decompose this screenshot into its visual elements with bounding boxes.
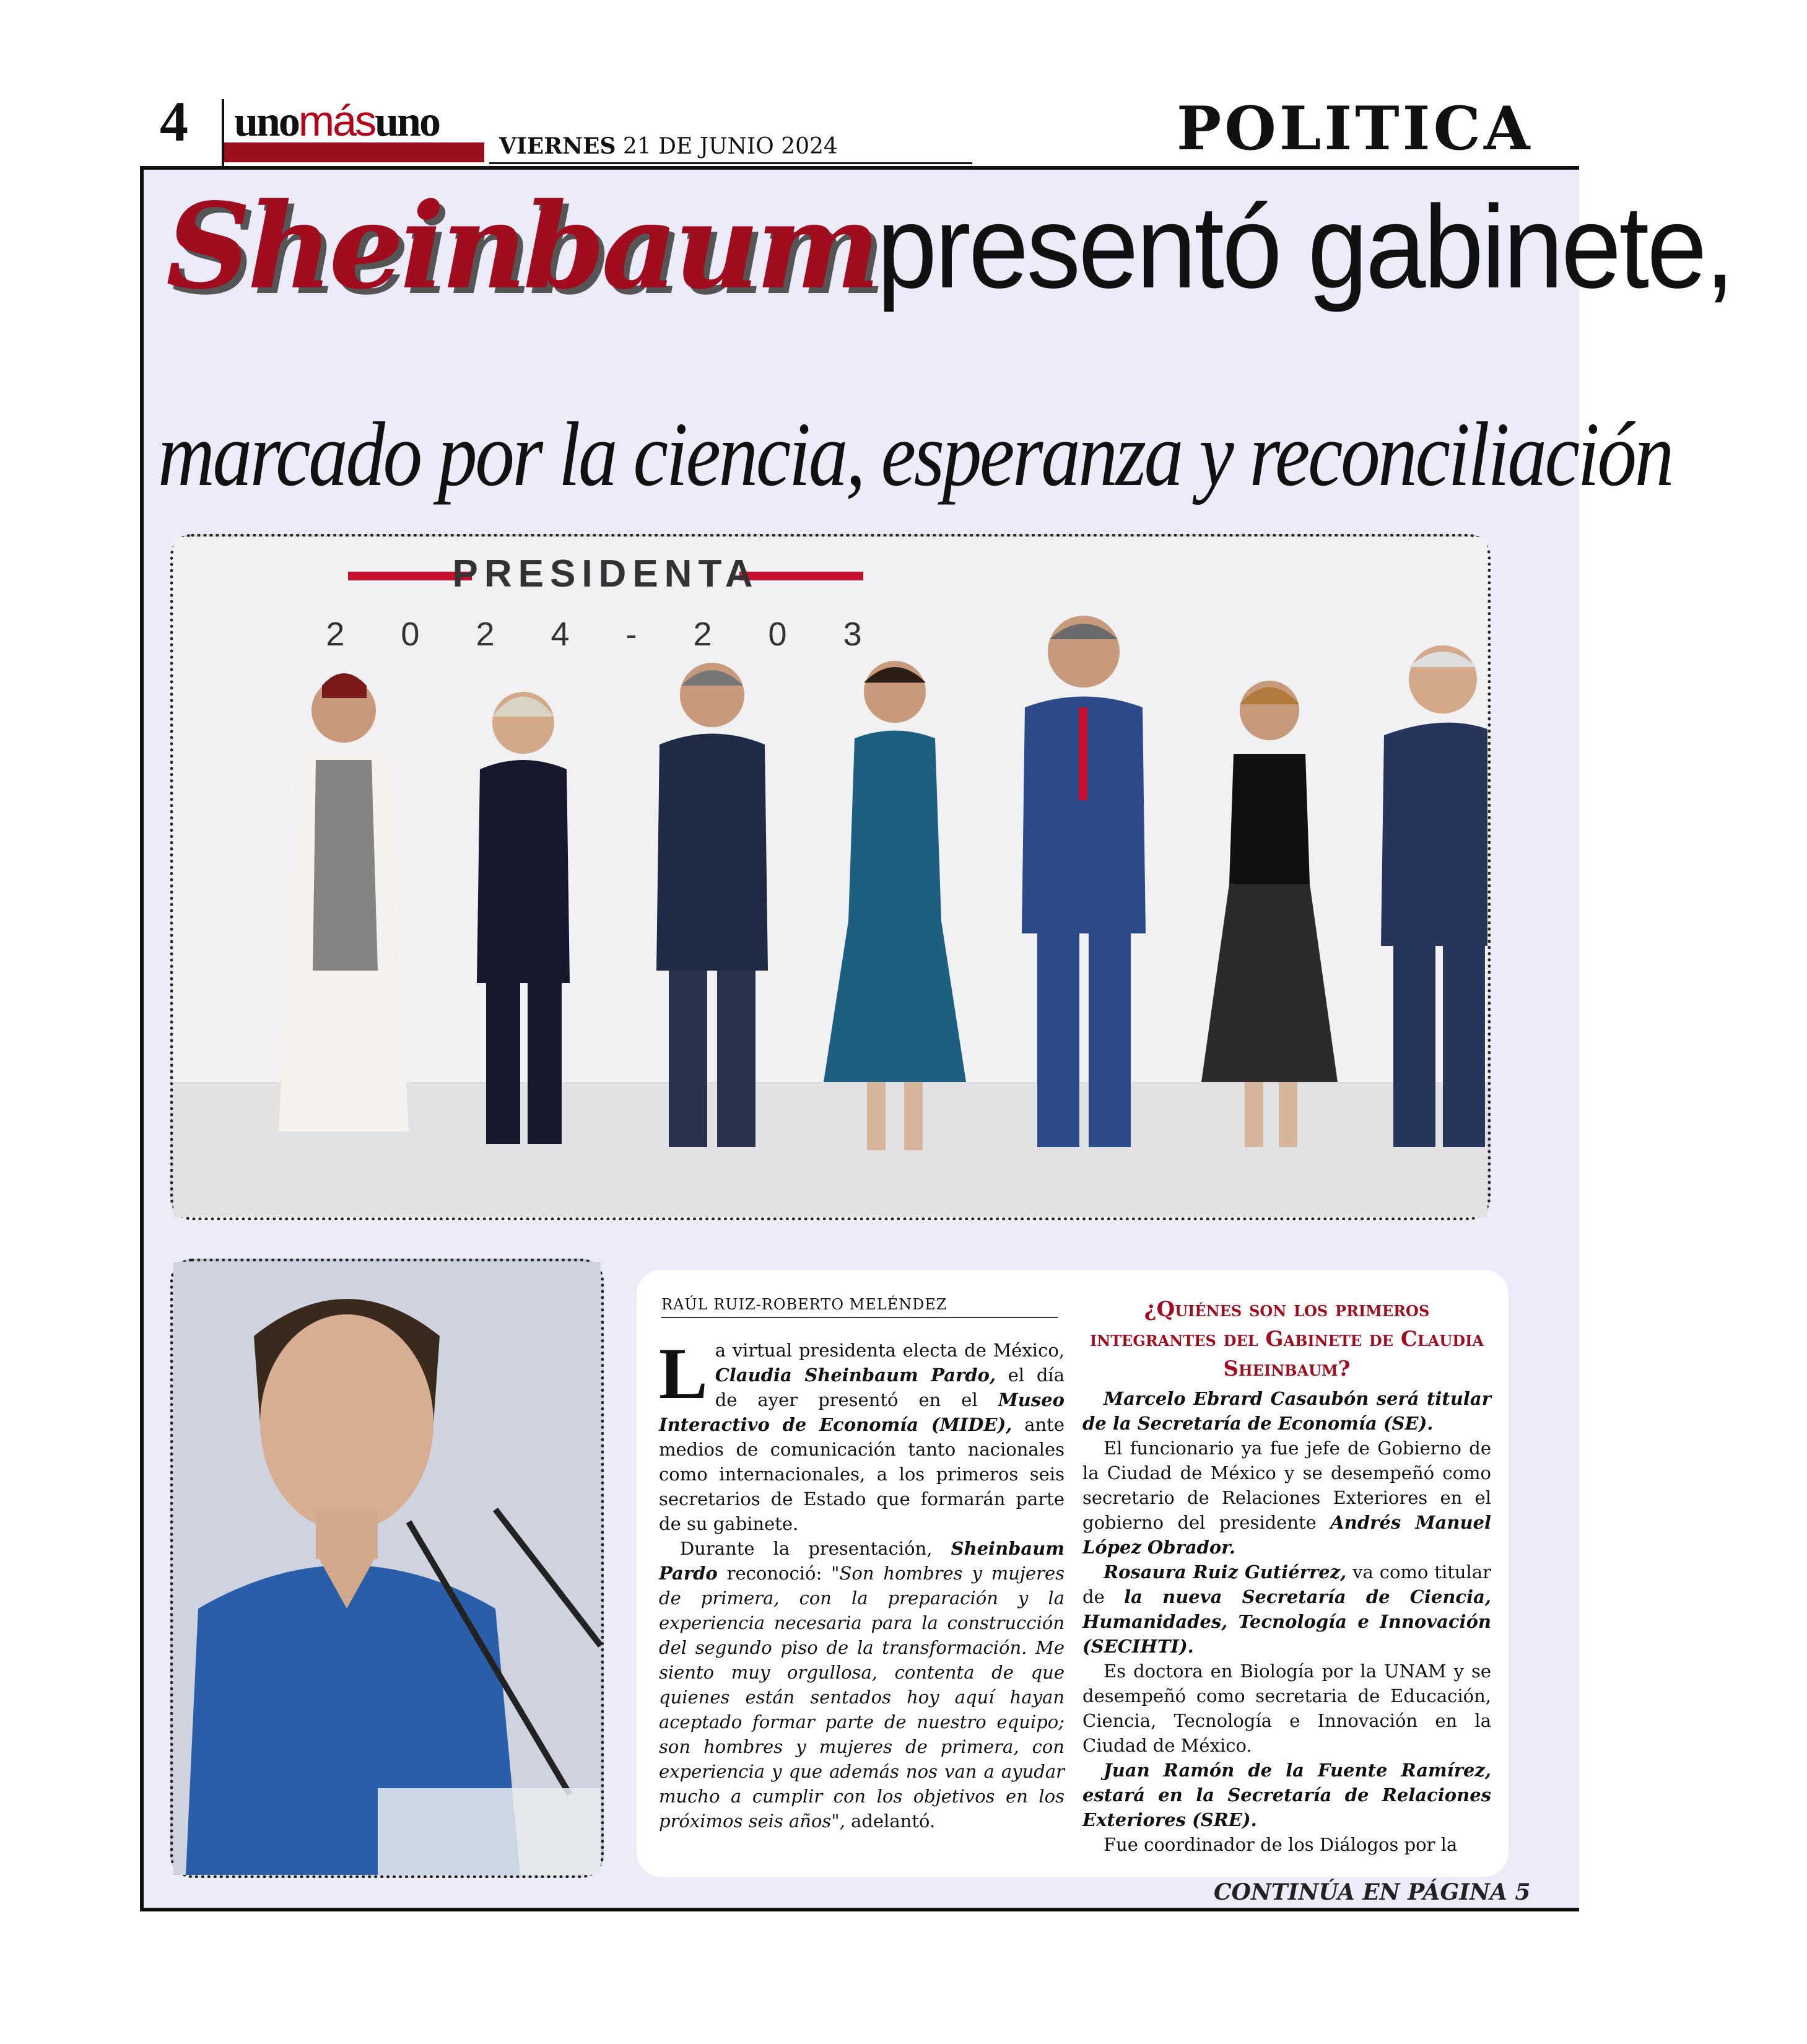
- article-column-1: [659, 1333, 1065, 1833]
- date-rule: [489, 162, 972, 164]
- p1-text-a: a virtual presidenta electa de México,: [715, 1340, 1065, 1361]
- sidebar-para-6: Fue coordinador de los Diálogos por la: [1104, 1834, 1458, 1855]
- issue-date-rest: 21 DE JUNIO 2024: [616, 134, 838, 159]
- headline-rest: presentó gabinete,: [876, 181, 1733, 313]
- p2-text-b: Sheinbaum Pardo: [659, 1538, 1065, 1584]
- issue-day: VIERNES: [499, 133, 616, 159]
- p2-text-d: "Son hombres y mujeres de primera, con la preparación y la experiencia necesaria para la construcción del segundo piso de la transformación. Me siento muy orgullosa, contenta de que quienes están sentados hoy aquí hayan aceptado formar parte de nuestro equipo; son hombres y mujeres de primera, con experiencia y que además nos van a ayudar mucho a cumplir con los objetivos en los próximos seis años",: [659, 1563, 1065, 1832]
- s3-text-b: va como titular de: [1082, 1561, 1491, 1607]
- sidebar-para-2: [1082, 1436, 1491, 1560]
- banner-years: 2 0 2 4 - 2 0 3: [326, 616, 886, 653]
- cabinet-group-photo: [170, 534, 1491, 1220]
- headline-line-2: marcado por la ciencia, esperanza y reconciliación: [158, 404, 1672, 505]
- p2-text-a: Durante la presentación,: [680, 1538, 951, 1559]
- newspaper-logo: [234, 99, 439, 144]
- issue-date: [499, 135, 838, 158]
- article-paragraph-1: [659, 1333, 1065, 1536]
- p1-text-b: Claudia Sheinbaum Pardo,: [715, 1365, 996, 1386]
- headline-name: Sheinbaum: [166, 177, 877, 315]
- s2-text-b: Andrés Manuel López Obrador.: [1082, 1512, 1491, 1558]
- drop-cap: L: [659, 1333, 708, 1414]
- page-number: 4: [160, 90, 188, 153]
- sidebar-para-4: Es doctora en Biología por la UNAM y se desempeñó como secretaria de Educación, Ciencia, Tecnología e Innovación en la Ciudad de México.: [1082, 1661, 1491, 1756]
- headline-line-1: [166, 177, 1733, 315]
- byline: RAÚL RUIZ-ROBERTO MELÉNDEZ: [661, 1296, 1058, 1318]
- p1-text-e: ante medios de comunicación tanto nacionales como internacionales, a los primeros seis secretarios de Estado que formarán parte de su gabinete.: [659, 1414, 1065, 1534]
- continue-on-page-link[interactable]: CONTINÚA EN PÁGINA 5: [1214, 1879, 1531, 1905]
- sheinbaum-portrait-photo: [170, 1259, 604, 1878]
- logo-mas: más: [298, 97, 375, 145]
- sidebar-column: [1082, 1295, 1491, 1857]
- portrait-illustration: [173, 1262, 601, 1875]
- logo-uno-left: uno: [234, 98, 298, 146]
- p1-text-d: Museo Interactivo de Economía (MIDE),: [659, 1389, 1065, 1435]
- s3-text-a: Rosaura Ruiz Gutiérrez,: [1104, 1561, 1347, 1583]
- cabinet-photo-illustration: [173, 537, 1487, 1217]
- sidebar-title: ¿Quiénes son los primeros integrantes del Gabinete de Claudia Sheinbaum?: [1090, 1297, 1484, 1381]
- p2-text-c: reconoció:: [717, 1563, 832, 1584]
- sidebar-para-5: Juan Ramón de la Fuente Ramírez, estará en la Secretaría de Relaciones Exteriores (SRE).: [1082, 1760, 1491, 1830]
- p1-text-c: el día de ayer presentó en el: [715, 1365, 1065, 1410]
- s3-text-c: la nueva Secretaría de Ciencia, Humanidades, Tecnología e Innovación (SECIHTI).: [1082, 1586, 1491, 1657]
- sidebar-para-1: Marcelo Ebrard Casaubón será titular de la Secretaría de Economía (SE).: [1082, 1388, 1491, 1434]
- logo-uno-right: uno: [375, 98, 439, 146]
- banner-presidenta: PRESIDENTA: [452, 552, 759, 595]
- section-title: POLITICA: [1177, 94, 1533, 164]
- s2-text-a: El funcionario ya fue jefe de Gobierno de la Ciudad de México y se desempeñó como secretario de Relaciones Exteriores en el gobierno del presidente: [1082, 1438, 1491, 1533]
- article-paragraph-2: [659, 1536, 1065, 1833]
- sidebar-para-3: [1082, 1560, 1491, 1659]
- p2-text-e: adelantó.: [845, 1810, 936, 1832]
